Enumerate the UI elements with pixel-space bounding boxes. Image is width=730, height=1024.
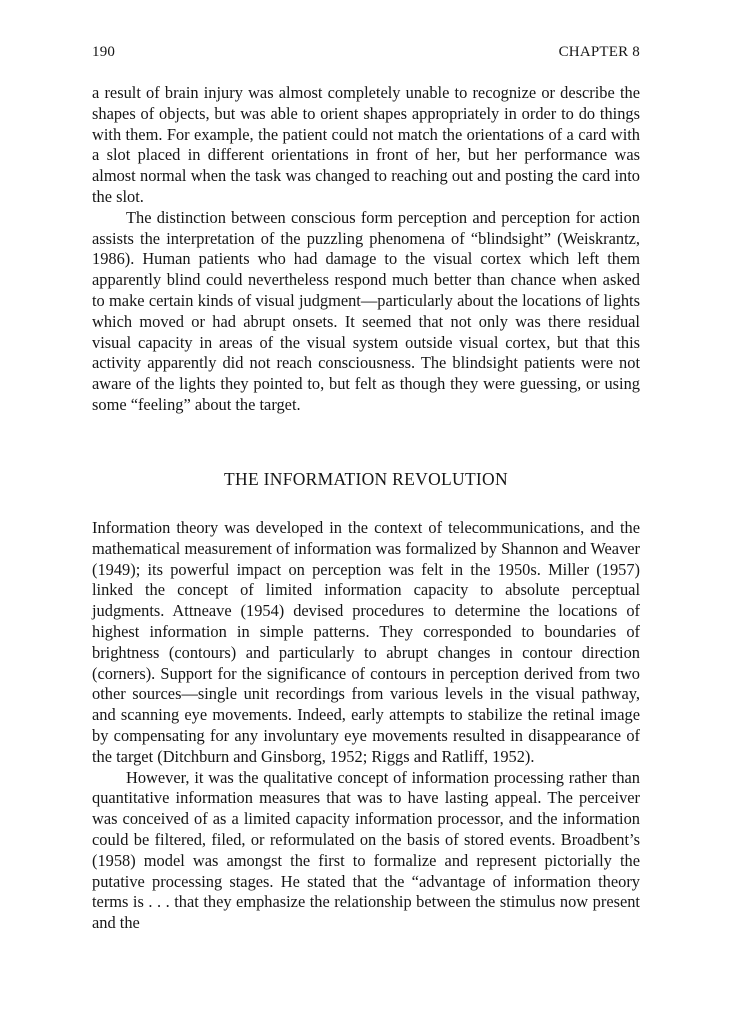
running-head [92,44,640,61]
paragraph-information-processing: However, it was the qualitative concept of information processing rather than quantitative information measures that was to have lasting appeal. The perceiver was conceived of as a limited capacity information processor, and the information could be filtered, filed, or reformulated on the basis of stored events. Broadbent’s (1958) model was amongst the first to formalize and represent pictorially the putative processing stages. He stated that the “advantage of information theory terms is . . . that they emphasize the relationship between the stimulus now present and the [92,767,640,933]
paragraph-information-theory: Information theory was developed in the context of telecommunications, and the mathematical measurement of information was formalized by Shannon and Weaver (1949); its powerful impact on perception was felt in the 1950s. Miller (1957) linked the concept of limited information capacity to absolute perceptual judgments. Attneave (1954) devised procedures to determine the locations of highest information in simple patterns. They corresponded to boundaries of brightness (contours) and particularly to abrupt changes in contour direction (corners). Support for the significance of contours in perception derived from two other sources—single unit recordings from various levels in the visual pathway, and scanning eye movements. Indeed, early attempts to stabilize the retinal image by compensating for any involuntary eye movements resulted in disappearance of the target (Ditchburn and Ginsborg, 1952; Riggs and Ratliff, 1952). [92,518,640,766]
paragraph-continuation: a result of brain injury was almost completely unable to recognize or describe the shapes of objects, but was able to orient shapes appropriately in order to do things with them. For example, the patient could not match the orientations of a card with a slot placed in different orientations in front of her, but her performance was almost normal when the task was changed to reaching out and posting the card into the slot. [92,83,640,206]
section-heading: THE INFORMATION REVOLUTION [224,469,508,489]
paragraph-blindsight: The distinction between conscious form perception and perception for action assists the interpretation of the puzzling phenomena of “blindsight” (Weiskrantz, 1986). Human patients who had damage to the visual cortex which left them apparently blind could nevertheless respond much better than chance when asked to make certain kinds of visual judgment—particularly about the locations of lights which moved or had abrupt onsets. It seemed that not only was there residual visual capacity in areas of the visual system outside visual cortex, but that this activity apparently did not reach consciousness. The blindsight patients were not aware of the lights they pointed to, but felt as though they were guessing, or using some “feeling” about the target. [92,207,640,414]
continued-text-block [92,83,640,416]
page-number: 190 [92,44,116,60]
chapter-label: CHAPTER 8 [558,44,640,60]
section-text-block [92,518,640,934]
